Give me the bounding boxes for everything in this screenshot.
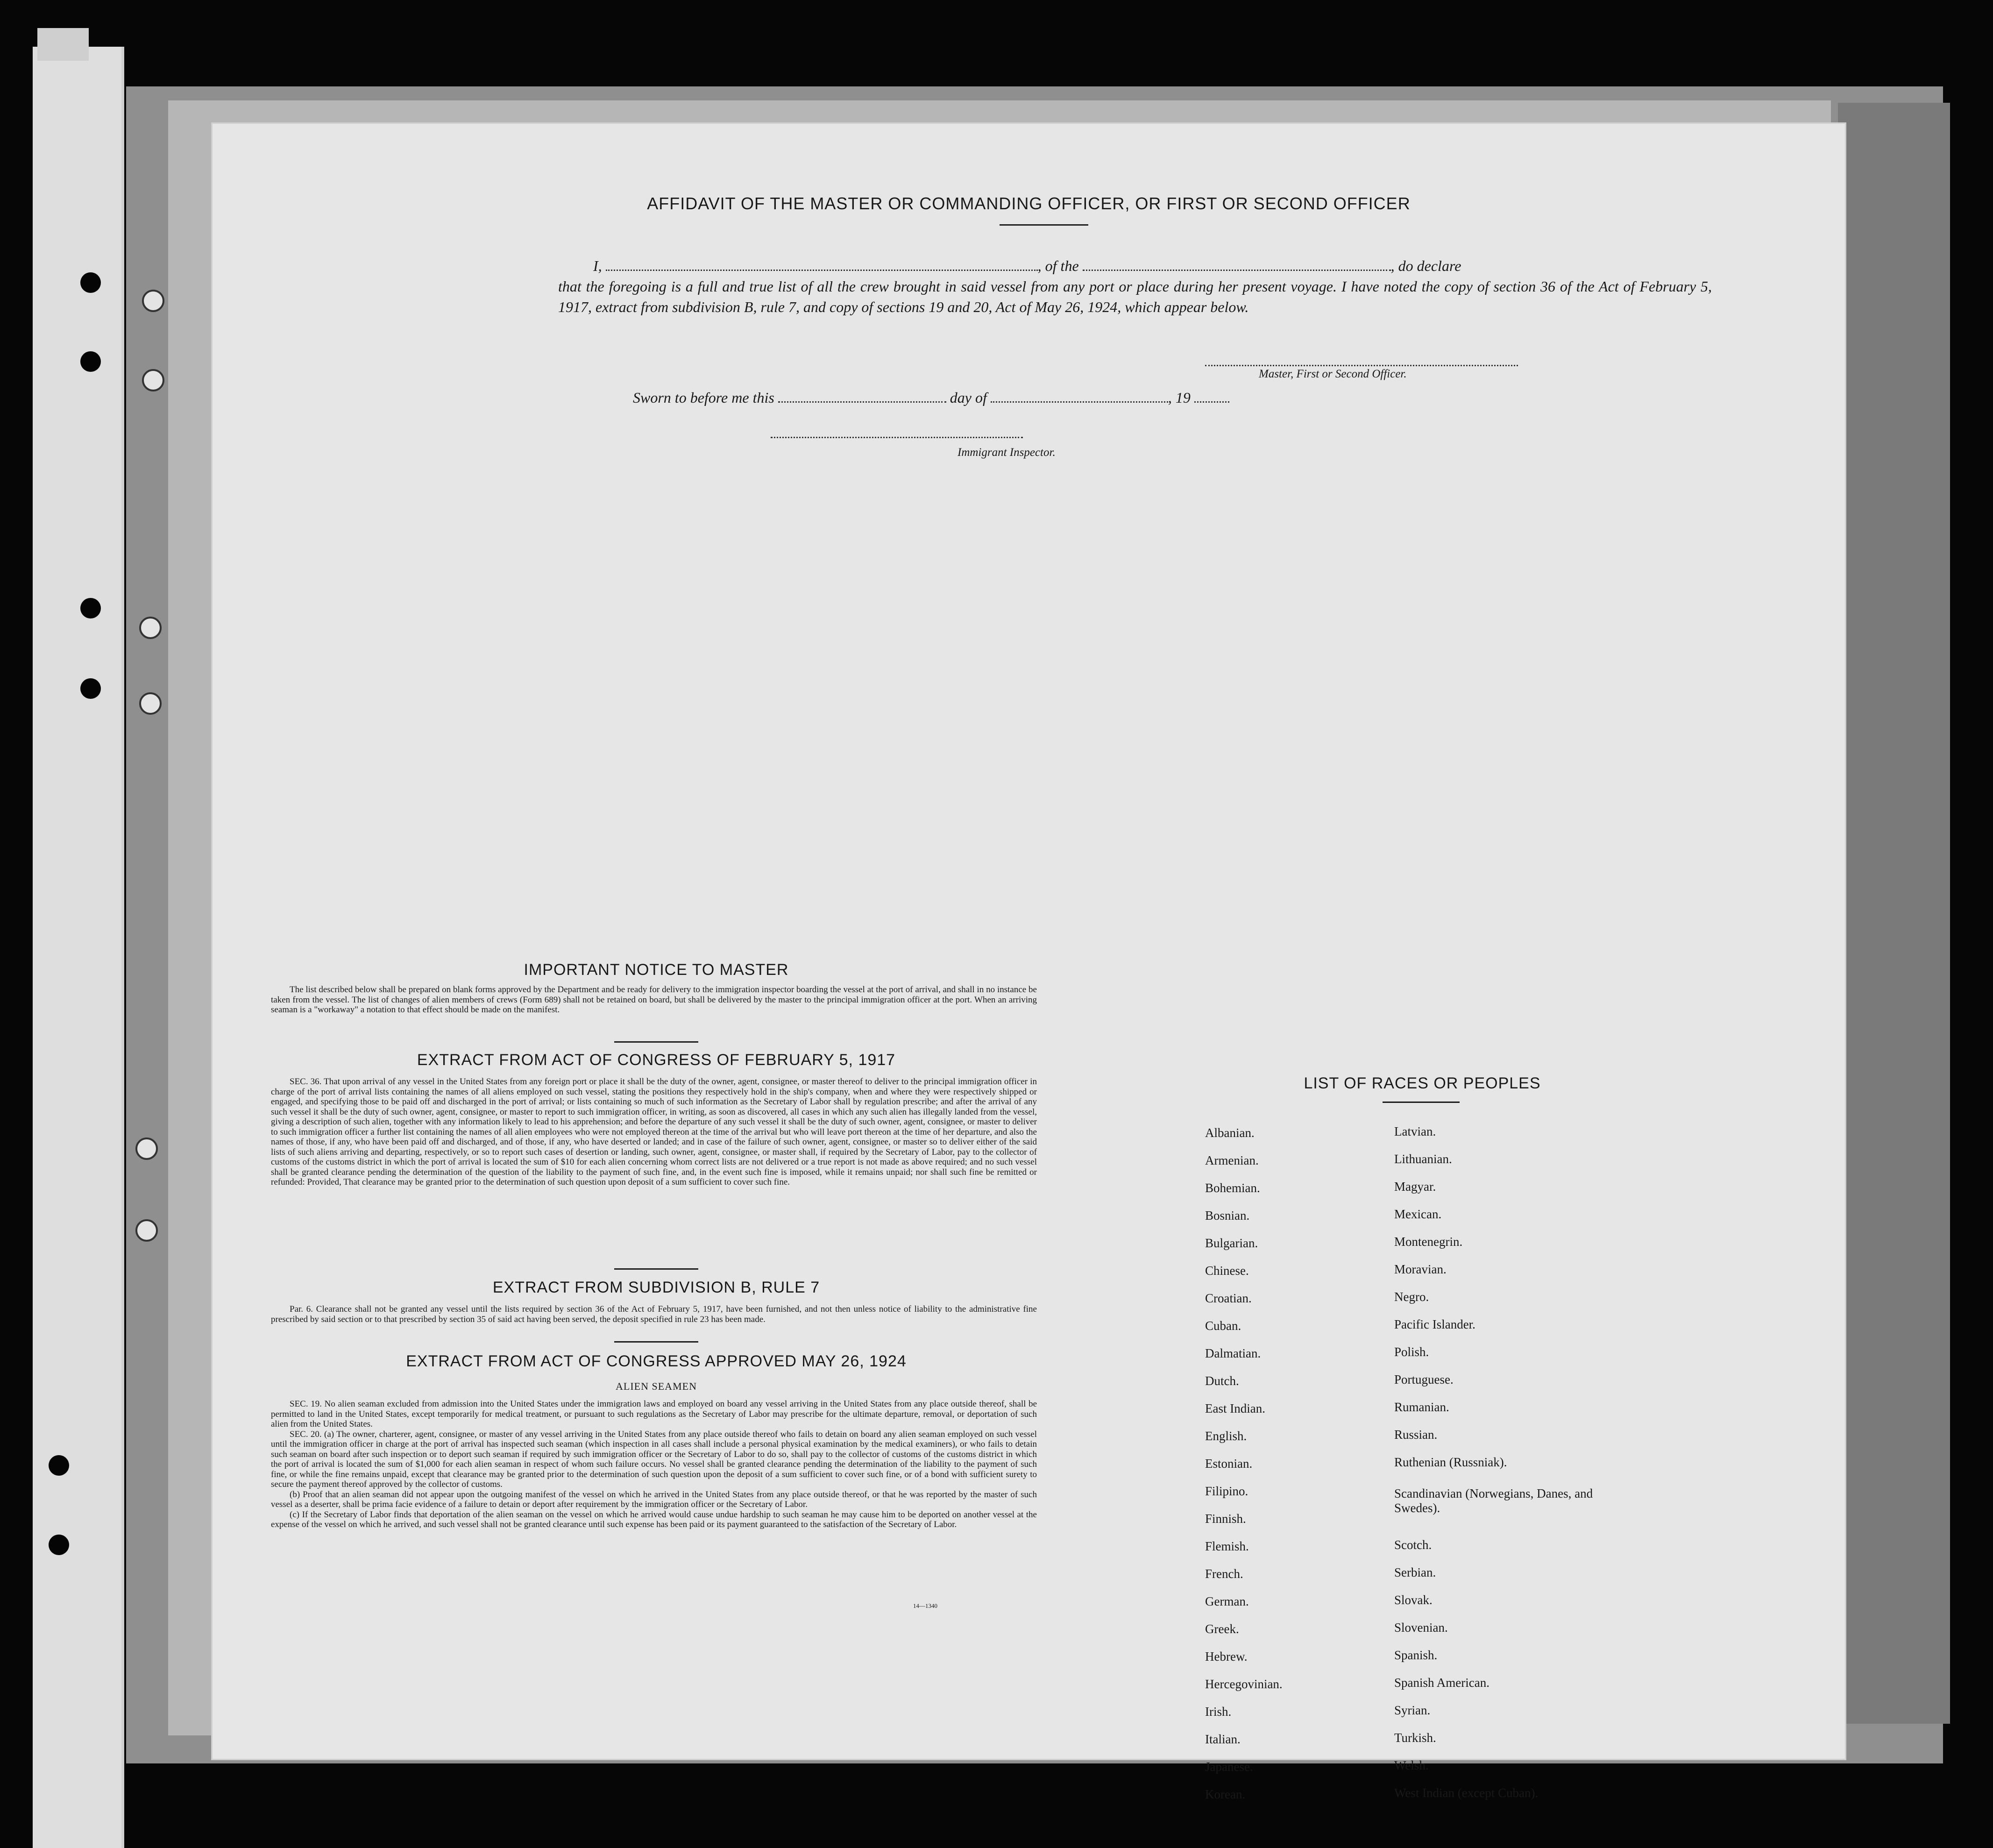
race-item: Chinese.	[1205, 1264, 1249, 1278]
race-item: Flemish.	[1205, 1539, 1249, 1553]
binder-strip	[33, 47, 124, 1848]
races-rule	[1383, 1102, 1460, 1103]
binder-hole	[135, 1219, 158, 1242]
inspector-label: Immigrant Inspector.	[957, 446, 1056, 459]
day-blank	[778, 401, 946, 403]
race-item: Spanish.	[1394, 1648, 1438, 1662]
race-item: Estonian.	[1205, 1457, 1253, 1471]
extract-1924-title: EXTRACT FROM ACT OF CONGRESS APPROVED MAY 26, 1924	[406, 1352, 907, 1370]
form-number: 14—1340	[913, 1602, 937, 1609]
race-item: Ruthenian (Russniak).	[1394, 1455, 1507, 1469]
race-item: English.	[1205, 1429, 1247, 1443]
race-item: German.	[1205, 1594, 1249, 1608]
race-item: Negro.	[1394, 1290, 1429, 1304]
officer-signature-line	[1205, 365, 1518, 366]
sec20c-paragraph: (c) If the Secretary of Labor finds that deportation of the alien seaman on the vessel on which he arrived would cause undue hardship to such seaman he may cause him to be deported on another vessel at the expense of the vessel on which he arrived, and such vessel shall not be granted clearance until such expense has been paid or its payment guaranteed to the satisfaction of the Secretary of Labor.	[271, 1509, 1037, 1529]
notice-title: IMPORTANT NOTICE TO MASTER	[524, 961, 789, 979]
inspector-signature-line	[771, 437, 1023, 438]
race-item: Pacific Islander.	[1394, 1317, 1475, 1331]
binder-hole	[80, 272, 101, 293]
race-item: East Indian.	[1205, 1401, 1265, 1415]
binder-hole	[80, 351, 101, 372]
year-blank	[1194, 401, 1229, 403]
race-item: Armenian.	[1205, 1153, 1259, 1167]
race-item: Scotch.	[1394, 1538, 1432, 1552]
race-item: Rumanian.	[1394, 1400, 1449, 1414]
sworn-day-of: day of	[950, 389, 987, 406]
title-rule	[1000, 224, 1088, 226]
section-rule	[614, 1041, 698, 1043]
race-item: Slovak.	[1394, 1593, 1433, 1607]
binder-hole	[135, 1137, 158, 1160]
race-item: Cuban.	[1205, 1319, 1241, 1333]
extract-rule7-text	[271, 1304, 1037, 1324]
race-item: Moravian.	[1394, 1262, 1447, 1276]
race-item: Mexican.	[1394, 1207, 1442, 1221]
race-item: Lithuanian.	[1394, 1152, 1452, 1166]
notice-paragraph: The list described below shall be prepared on blank forms approved by the Department and be ready for delivery to the immigration inspector boarding the vessel at the port of arrival, and shall in no instance be taken from the vessel. The list of changes of alien members of crews (Form 689) shall not be retained on board, but shall be delivered by the master to the principal immigration officer at the port. When an arriving seaman is a "workaway" a notation to that effect should be made on the manifest.	[271, 985, 1037, 1015]
race-item: Italian.	[1205, 1732, 1241, 1746]
affidavit-text	[558, 256, 1712, 317]
race-item: Bohemian.	[1205, 1181, 1260, 1195]
race-item: Hercegovinian.	[1205, 1677, 1283, 1691]
binder-hole	[49, 1455, 69, 1476]
races-left-column	[1205, 1126, 1283, 1815]
affidavit-declare: , do declare	[1390, 257, 1461, 274]
race-item: Welsh.	[1394, 1758, 1429, 1772]
extract-1917-title: EXTRACT FROM ACT OF CONGRESS OF FEBRUARY 5, 1917	[417, 1051, 896, 1069]
sec36-paragraph: SEC. 36. That upon arrival of any vessel in the United States from any foreign port or place it shall be the duty of the owner, agent, consignee, or master thereof to deliver to the principal immigration officer in charge of the port of arrival lists containing the names of all aliens employed on such vessel, stating the positions they respectively hold in the ship's company, when and where they were respectively shipped or engaged, and specifying those to be paid off and discharged in the port of arrival; or lists containing so much of such information as the Secretary of Labor shall by regulation prescribe; and after the arrival of any such vessel it shall be the duty of such owner, agent, consignee, or master to report to such immigration officer, in writing, as soon as discovered, all cases in which any such alien has illegally landed from the vessel, giving a description of such alien, together with any information likely to lead to his apprehension; and before the departure of any such vessel it shall be the duty of such owner, agent, consignee, or master to deliver to such immigration officer a further list containing the names of all alien employees who were not employed thereon at the time of the arrival but who will leave port thereon at the time of her departure, and also the names of those, if any, who have been paid off and discharged, and of those, if any, who have deserted or landed; and in case of the failure of such owner, agent, consignee, or master so to deliver either of the said lists of such aliens arriving and departing, respectively, or so to report such cases of desertion or landing, such owner, agent, consignee, or master shall, if required by the Secretary of Labor, pay to the collector of customs of the customs district in which the port of arrival is located the sum of $10 for each alien concerning whom correct lists are not delivered or a true report is not made as above required; and no such vessel shall be granted clearance pending the determination of the question of the liability to the payment of such fine, and, in the event such fine is imposed, while it remains unpaid; nor shall such fine be remitted or refunded: Provided, That clearance may be granted prior to the determination of such question upon deposit of a sum sufficient to cover such fine.	[271, 1077, 1037, 1187]
sworn-line	[633, 389, 1229, 406]
race-item: Syrian.	[1394, 1703, 1431, 1717]
race-item: Croatian.	[1205, 1291, 1252, 1305]
folder-flap	[1838, 103, 1950, 1724]
sworn-year: , 19	[1168, 389, 1191, 406]
race-item: Portuguese.	[1394, 1372, 1454, 1386]
race-item: Magyar.	[1394, 1180, 1436, 1194]
binder-hole	[142, 369, 164, 391]
extract-1924-text	[271, 1399, 1037, 1530]
race-item: Serbian.	[1394, 1565, 1436, 1579]
binder-hole	[142, 290, 164, 312]
race-item: Polish.	[1394, 1345, 1429, 1359]
binder-hole	[139, 617, 162, 639]
race-item: Bosnian.	[1205, 1208, 1250, 1223]
races-title: LIST OF RACES OR PEOPLES	[1304, 1074, 1541, 1092]
affidavit-title: AFFIDAVIT OF THE MASTER OR COMMANDING OFFICER, OR FIRST OR SECOND OFFICER	[647, 194, 1411, 213]
race-item: Spanish American.	[1394, 1676, 1489, 1690]
race-item: Dutch.	[1205, 1374, 1239, 1388]
sec20a-paragraph: SEC. 20. (a) The owner, charterer, agent, consignee, or master of any vessel arriving in the United States from any place outside thereof who fails to detain on board any alien seaman employed on such vessel until the immigration officer in charge at the port of arrival has inspected such seaman (which inspection in all cases shall include a personal physical examination by the medical examiners), or who fails to detain such seaman on board after such inspection or to deport such seaman if required by such immigration officer or the Secretary of Labor to do so, shall pay to the collector of customs of the customs district in which the port of arrival is located the sum of $1,000 for each alien seaman in respect of whom such failure occurs. No vessel shall be granted clearance pending the determination of the liability to the payment of such fine, or while the fine remains unpaid, except that clearance may be granted prior to the determination of such question upon the deposit of a sum sufficient to cover such fine, or of a bond with sufficient surety to secure the payment thereof approved by the collector of customs.	[271, 1429, 1037, 1489]
officer-label: Master, First or Second Officer.	[1259, 368, 1407, 380]
race-item: Filipino.	[1205, 1484, 1248, 1498]
race-item: French.	[1205, 1567, 1243, 1581]
par6-paragraph: Par. 6. Clearance shall not be granted any vessel until the lists required by section 36 of the Act of February 5, 1917, have been furnished, and not then unless notice of liability to the administrative fine prescribed by said section or to that prescribed by section 35 of said act having been served, the deposit specified in rule 23 has been made.	[271, 1304, 1037, 1324]
binder-hole	[139, 692, 162, 715]
binder-hole	[80, 598, 101, 618]
affidavit-body: that the foregoing is a full and true list of all the crew brought in said vessel from any port or place during her present voyage. I have noted the copy of section 36 of the Act of February 5, 1917, extract from subdivision B, rule 7, and copy of sections 19 and 20, Act of May 26, 1924, which appear below.	[558, 278, 1712, 315]
race-item: Turkish.	[1394, 1731, 1436, 1745]
extract-1917-text	[271, 1077, 1037, 1187]
vessel-blank	[1083, 270, 1391, 271]
race-item: Bulgarian.	[1205, 1236, 1258, 1250]
race-item: Montenegrin.	[1394, 1235, 1463, 1249]
race-item: Korean.	[1205, 1787, 1246, 1801]
race-item: Finnish.	[1205, 1512, 1246, 1526]
binder-hole	[80, 678, 101, 699]
notice-text	[271, 985, 1037, 1015]
sworn-prefix: Sworn to before me this	[633, 389, 774, 406]
race-item: Hebrew.	[1205, 1649, 1248, 1663]
races-right-column	[1394, 1124, 1595, 1813]
race-item: Japanese.	[1205, 1760, 1253, 1774]
affidavit-i: I,	[593, 257, 602, 274]
race-item: Greek.	[1205, 1622, 1239, 1636]
race-item: Dalmatian.	[1205, 1346, 1261, 1360]
sec20b-paragraph: (b) Proof that an alien seaman did not appear upon the outgoing manifest of the vessel on which he arrived in the United States from any place outside thereof, or that he was reported by the master of such vessel as a deserter, shall be prima facie evidence of a failure to detain or deport after requirement by the immigration officer or the Secretary of Labor.	[271, 1489, 1037, 1509]
race-item: West Indian (except Cuban).	[1394, 1786, 1539, 1800]
section-rule	[614, 1268, 698, 1270]
extract-rule7-title: EXTRACT FROM SUBDIVISION B, RULE 7	[492, 1279, 820, 1296]
race-item: Albanian.	[1205, 1126, 1255, 1140]
affidavit-of-the: , of the	[1037, 257, 1079, 274]
name-blank	[606, 270, 1038, 271]
month-blank	[991, 401, 1168, 403]
alien-seamen-subtitle: ALIEN SEAMEN	[616, 1380, 697, 1392]
section-rule	[614, 1341, 698, 1343]
race-item: Scandinavian (Norwegians, Danes, and Swedes).	[1394, 1486, 1593, 1515]
race-item: Slovenian.	[1394, 1621, 1448, 1635]
manifest-sheet	[213, 124, 1845, 1801]
race-item: Russian.	[1394, 1428, 1438, 1442]
binder-hole	[49, 1535, 69, 1555]
race-item: Latvian.	[1394, 1124, 1436, 1138]
sec19-paragraph: SEC. 19. No alien seaman excluded from admission into the United States under the immigration laws and employed on board any vessel arriving in the United States from any place outside thereof, shall be permitted to land in the United States, except temporarily for medical treatment, or pursuant to such regulations as the Secretary of Labor may prescribe for the ultimate departure, removal, or deportation of such alien from the United States.	[271, 1399, 1037, 1429]
race-item: Irish.	[1205, 1705, 1232, 1719]
binder-clip	[37, 28, 89, 61]
